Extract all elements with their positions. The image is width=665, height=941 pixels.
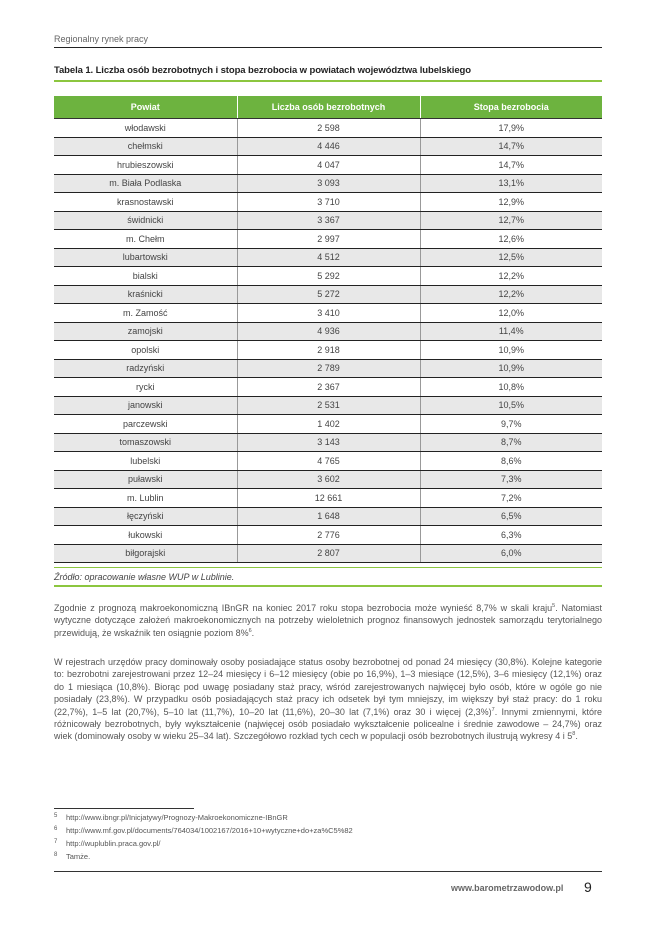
table-row [54,415,602,434]
table-bottom-green-rule [54,567,602,568]
unemployment-table [54,96,602,563]
table-row [54,489,602,508]
cell-powiat: m. Zamość [54,304,237,323]
cell-rate: 12,2% [420,285,602,304]
cell-count: 3 710 [237,193,420,212]
cell-powiat: puławski [54,470,237,489]
cell-powiat: krasnostawski [54,193,237,212]
footnote-link[interactable]: http://www.mf.gov.pl/documents/764034/1002167/2016+10+wytyczne+do+za%C5%82 [66,826,353,835]
cell-count: 2 807 [237,544,420,563]
cell-rate: 11,4% [420,322,602,341]
cell-rate: 17,9% [420,119,602,138]
cell-count: 3 143 [237,433,420,452]
table-row [54,267,602,286]
cell-rate: 6,5% [420,507,602,526]
cell-powiat: m. Lublin [54,489,237,508]
cell-powiat: m. Biała Podlaska [54,174,237,193]
cell-count: 2 918 [237,341,420,360]
cell-powiat: świdnicki [54,211,237,230]
cell-powiat: lubelski [54,452,237,471]
cell-rate: 14,7% [420,156,602,175]
cell-rate: 7,3% [420,470,602,489]
cell-powiat: rycki [54,378,237,397]
footnote-6: 6 http://www.mf.gov.pl/documents/764034/1002167/2016+10+wytyczne+do+za%C5%82 [54,826,353,835]
cell-count: 3 410 [237,304,420,323]
footnote-rule [54,808,194,809]
table-row [54,193,602,212]
table-row [54,359,602,378]
cell-powiat: opolski [54,341,237,360]
table-row [54,507,602,526]
cell-rate: 6,0% [420,544,602,563]
cell-count: 2 776 [237,526,420,545]
table-row [54,322,602,341]
table-row [54,230,602,249]
cell-powiat: bialski [54,267,237,286]
cell-count: 4 512 [237,248,420,267]
cell-rate: 12,5% [420,248,602,267]
cell-rate: 10,5% [420,396,602,415]
title-green-rule [54,80,602,82]
footnote-7: 7 http://wuplublin.praca.gov.pl/ [54,839,161,848]
cell-rate: 6,3% [420,526,602,545]
footnote-ref-7: 7 [491,706,495,713]
cell-rate: 13,1% [420,174,602,193]
cell-rate: 12,2% [420,267,602,286]
cell-rate: 12,6% [420,230,602,249]
cell-rate: 7,2% [420,489,602,508]
cell-powiat: janowski [54,396,237,415]
cell-rate: 9,7% [420,415,602,434]
cell-count: 2 531 [237,396,420,415]
cell-rate: 12,9% [420,193,602,212]
footnote-ref-5: 5 [552,603,556,609]
cell-count: 2 997 [237,230,420,249]
cell-powiat: łęczyński [54,507,237,526]
cell-count: 4 047 [237,156,420,175]
cell-powiat: zamojski [54,322,237,341]
cell-count: 1 402 [237,415,420,434]
column-header-powiat: Powiat [54,96,237,119]
table-header-row [54,96,602,119]
table-row [54,174,602,193]
footnote-link[interactable]: http://www.ibngr.pl/Inicjatywy/Prognozy-Makroekonomiczne-IBnGR [66,813,288,822]
table-row [54,137,602,156]
table-source: Źródło: opracowanie własne WUP w Lublinie. [54,572,235,582]
cell-count: 4 446 [237,137,420,156]
header-rule [54,47,602,48]
table-row [54,526,602,545]
cell-powiat: radzyński [54,359,237,378]
column-header-count: Liczba osób bezrobotnych [237,96,420,119]
footnote-ref-8: 8 [572,731,576,738]
table-row [54,396,602,415]
cell-powiat: hrubieszowski [54,156,237,175]
table-row [54,119,602,138]
table-row [54,433,602,452]
source-green-rule [54,585,602,587]
column-header-rate: Stopa bezrobocia [420,96,602,119]
cell-count: 3 093 [237,174,420,193]
footnote-ref-6: 6 [248,627,252,634]
footer-website[interactable]: www.barometrzawodow.pl [451,883,564,893]
paragraph-registry: W rejestrach urzędów pracy dominowały osoby posiadające status osoby bezrobotnej od ponad 24 miesięcy (30,8%). Kolejne kategorie to: bezrobotni zarejestrowani przez 12–24 miesięcy i 6–12 miesięcy (obie po 16,9%), 1–3 miesiące (12,5%), 3–6 miesięcy (12,1%) oraz do 1 miesiąca (10,8%). Biorąc pod uwagę posiadany staż pracy, wśród zarejestrowanych najwięcej było osób, które w ogóle go nie posiadały (23,8%). W przypadku osób posiadających staż pracy ich odsetek był tym mniejszy, im większy był staż pracy: do 1 roku (22,7%), 1–5 lat (20,7%), 5–10 lat (11,7%), 10–20 lat (11,6%), 20–30 lat (7,1%) oraz 30 i więcej $(2,3\%)^7$. Innymi zmiennymi, które różnicowały bezrobotnych, były wykształcenie (najwięcej osób posiadało wykształcenie policealne i średnie zawodowe – 24,7%) oraz wiek (dominowały osoby w wieku 25–34 lat). Szczegółowo rozkład tych cech w populacji osób bezrobotnych ilustrują wykresy 4 i $5^8$. [54,657,602,742]
cell-count: 5 292 [237,267,420,286]
footnote-8: 8 Tamże. [54,852,91,861]
footnote-5: 5 http://www.ibngr.pl/Inicjatywy/Prognozy-Makroekonomiczne-IBnGR [54,813,288,822]
table-row [54,452,602,471]
cell-count: 1 648 [237,507,420,526]
running-header: Regionalny rynek pracy [54,34,149,44]
cell-powiat: tomaszowski [54,433,237,452]
cell-powiat: parczewski [54,415,237,434]
cell-rate: 8,7% [420,433,602,452]
footer-rule [54,871,602,872]
footnote-text: Tamże. [66,852,91,861]
table-row [54,341,602,360]
cell-count: 4 765 [237,452,420,471]
table-row [54,470,602,489]
cell-powiat: chełmski [54,137,237,156]
cell-powiat: włodawski [54,119,237,138]
cell-rate: 12,0% [420,304,602,323]
cell-count: 4 936 [237,322,420,341]
cell-count: 3 367 [237,211,420,230]
cell-count: 2 598 [237,119,420,138]
cell-rate: 10,9% [420,359,602,378]
cell-rate: 12,7% [420,211,602,230]
cell-count: 12 661 [237,489,420,508]
cell-count: 3 602 [237,470,420,489]
cell-powiat: lubartowski [54,248,237,267]
table-row [54,211,602,230]
table-row [54,248,602,267]
table-row [54,378,602,397]
footnote-link[interactable]: http://wuplublin.praca.gov.pl/ [66,839,161,848]
cell-count: 2 789 [237,359,420,378]
table-title: Tabela 1. Liczba osób bezrobotnych i stopa bezrobocia w powiatach województwa lubelskiego [54,65,471,76]
paragraph-forecast: Zgodnie z prognozą makroekonomiczną IBnGR na koniec 2017 roku stopa bezrobocia może wynieść 8,7% w skali kraju$^5$. Natomiast wytyczne dotyczące założeń makroekonomicznych na potrzeby wieloletnich prognoz finansowych jednostek samorządu terytorialnego przewidują, że wskaźnik ten osiągnie poziom 8%$^6$. [54,603,603,638]
page-number: 9 [584,879,592,895]
table-row [54,304,602,323]
cell-powiat: łukowski [54,526,237,545]
table-row [54,544,602,563]
cell-rate: 10,9% [420,341,602,360]
cell-rate: 14,7% [420,137,602,156]
cell-count: 5 272 [237,285,420,304]
cell-powiat: kraśnicki [54,285,237,304]
table-row [54,156,602,175]
cell-powiat: biłgorajski [54,544,237,563]
cell-count: 2 367 [237,378,420,397]
cell-powiat: m. Chełm [54,230,237,249]
cell-rate: 8,6% [420,452,602,471]
cell-rate: 10,8% [420,378,602,397]
table-row [54,285,602,304]
